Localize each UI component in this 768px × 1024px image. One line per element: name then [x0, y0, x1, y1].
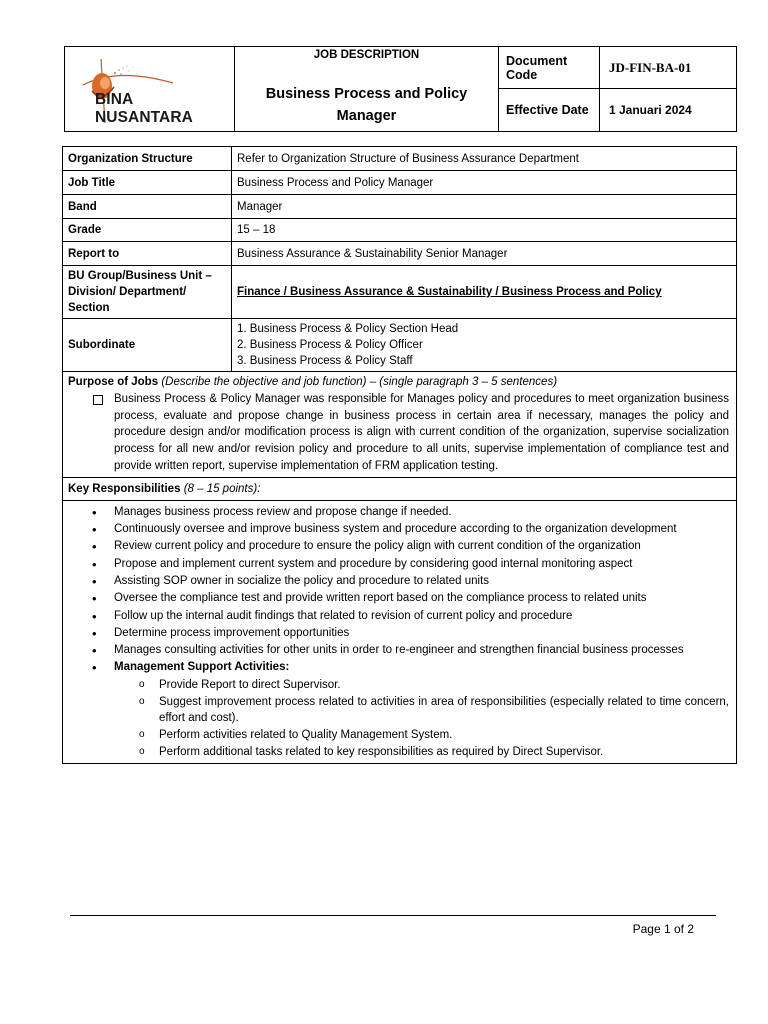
- list-item: • Manages consulting activities for other units in order to re-engineer and strengthen financial business processes: [68, 642, 731, 659]
- bu-value-cell: [232, 266, 737, 319]
- effective-date-value: 1 Januari 2024: [600, 89, 737, 132]
- job-title-label: Job Title: [63, 171, 232, 195]
- subordinate-list: [237, 321, 731, 369]
- list-item: • Determine process improvement opportunities: [68, 625, 731, 642]
- table-row: [63, 477, 737, 500]
- table-row: [63, 266, 737, 319]
- responsibilities-label: Key Responsibilities: [68, 482, 181, 495]
- table-row: [63, 219, 737, 242]
- list-item: • Oversee the compliance test and provide written report based on the compliance process to related units: [68, 590, 731, 607]
- list-item: • Propose and implement current system and procedure by considering good internal monitoring aspect: [68, 556, 731, 573]
- list-item: 1. Business Process & Policy Section Head: [237, 323, 459, 335]
- bu-value: Finance / Business Assurance & Sustainability / Business Process and Policy: [237, 286, 662, 298]
- list-item: o Provide Report to direct Supervisor.: [68, 677, 731, 694]
- document-code-value: JD-FIN-BA-01: [600, 47, 737, 89]
- purpose-label: Purpose of Jobs: [68, 376, 159, 388]
- responsibilities-list: [68, 503, 731, 677]
- footer-divider: [70, 915, 716, 916]
- job-title-value: Business Process and Policy Manager: [232, 171, 737, 195]
- logo-cell: [65, 47, 235, 132]
- responsibilities-heading-cell: [63, 477, 737, 500]
- list-item: • Manages business process review and propose change if needed.: [68, 504, 731, 521]
- table-row: [63, 242, 737, 266]
- subordinate-list-cell: [232, 319, 737, 372]
- grade-value: 15 – 18: [232, 219, 737, 242]
- list-item: o Perform activities related to Quality Management System.: [68, 727, 731, 744]
- list-item: • Review current policy and procedure to ensure the policy align with current condition of the organization: [68, 538, 731, 555]
- support-list: [68, 677, 731, 761]
- report-to-value: Business Assurance & Sustainability Senior Manager: [232, 242, 737, 266]
- purpose-heading: [68, 374, 731, 391]
- list-item: o Suggest improvement process related to activities in area of responsibilities (especially related to time concern, effort and cost).: [68, 694, 731, 728]
- purpose-item: [68, 391, 731, 475]
- list-item-support: [68, 659, 731, 676]
- list-item: 2. Business Process & Policy Officer: [237, 339, 423, 351]
- list-item: 3. Business Process & Policy Staff: [237, 355, 413, 367]
- table-row: [63, 147, 737, 171]
- table-row: [63, 319, 737, 372]
- grade-label: Grade: [63, 219, 232, 242]
- table-row: [63, 500, 737, 763]
- doc-type-label: JOB DESCRIPTION: [313, 49, 420, 61]
- purpose-text: Business Process & Policy Manager was responsible for Manages policy and procedures to meet organization business process, evaluate and propose change in business process in certain area if necessary, manages the policy and procedure design and/or modification process is align with current condition of the organization, supervise socialization process for all new and/or revision policy and procedure to all units, supervise implementation of compliance test and provide written report, supervise implementation of FRM application testing.: [114, 392, 729, 472]
- list-item: o Perform additional tasks related to key responsibilities as required by Direct Supervisor.: [68, 744, 731, 761]
- subordinate-label: Subordinate: [63, 319, 232, 372]
- band-value: Manager: [232, 195, 737, 219]
- job-info-table: [62, 146, 737, 764]
- bu-label-line: Division/ Department/: [68, 286, 187, 298]
- table-row: [63, 171, 737, 195]
- purpose-cell: [63, 372, 737, 478]
- bu-label-line: BU Group/Business Unit –: [68, 270, 212, 282]
- band-label: Band: [63, 195, 232, 219]
- checkbox-icon: [93, 395, 103, 405]
- table-row: [63, 195, 737, 219]
- responsibilities-hint: (8 – 15 points):: [183, 482, 261, 495]
- org-structure-value: Refer to Organization Structure of Business Assurance Department: [232, 147, 737, 171]
- org-structure-label: Organization Structure: [63, 147, 232, 171]
- list-item: • Continuously oversee and improve business system and procedure according to the organization development: [68, 521, 731, 538]
- effective-date-label: Effective Date: [499, 89, 600, 132]
- bu-label-line: Section: [68, 302, 110, 314]
- document-code-label: Document Code: [499, 47, 600, 89]
- list-item: • Follow up the internal audit findings that related to revision of current policy and procedure: [68, 608, 731, 625]
- bu-label: [63, 266, 232, 319]
- job-title-heading: Business Process and Policy Manager: [265, 86, 468, 124]
- responsibilities-cell: [63, 500, 737, 763]
- title-cell: [235, 47, 499, 132]
- table-row: [63, 372, 737, 478]
- support-label: Management Support Activities:: [114, 661, 290, 674]
- company-name: BINA NUSANTARA: [95, 91, 193, 126]
- list-item: • Assisting SOP owner in socialize the policy and procedure to related units: [68, 573, 731, 590]
- report-to-label: Report to: [63, 242, 232, 266]
- purpose-hint: (Describe the objective and job function) – (single paragraph 3 – 5 sentences): [161, 376, 558, 388]
- document-header: [64, 46, 737, 132]
- page-number: Page 1 of 2: [632, 922, 694, 936]
